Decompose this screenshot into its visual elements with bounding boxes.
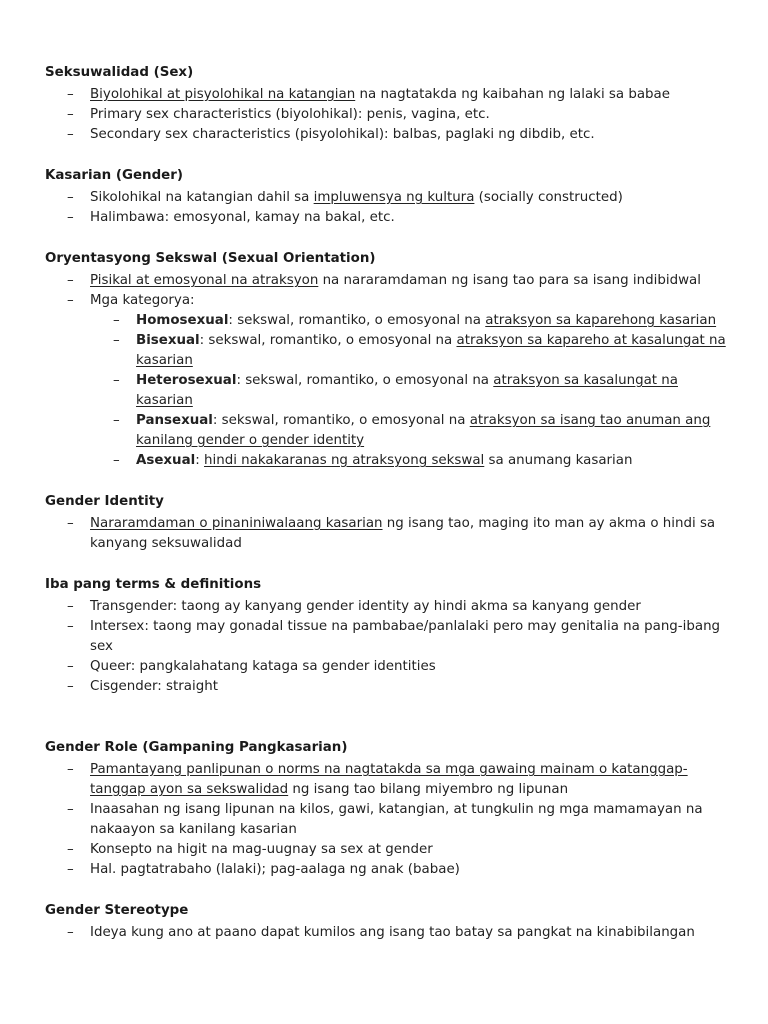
section-gender <box>45 164 735 228</box>
list-item: – Secondary sex characteristics (pisyolohikal): balbas, paglaki ng dibdib, etc. <box>45 125 735 145</box>
underlined-term: impluwensya ng kultura <box>313 190 475 205</box>
underlined-term: Biyolohikal at pisyolohikal na katangian <box>90 87 356 102</box>
section-title: Seksuwalidad (Sex) <box>45 65 194 80</box>
term-bold: Bisexual <box>136 333 200 348</box>
list-item: – Primary sex characteristics (biyolohikal): penis, vagina, etc. <box>45 105 735 125</box>
section-other-terms <box>45 573 735 697</box>
list-item <box>45 514 735 554</box>
item-text: ng isang tao, maging ito man ay akma o hindi sa kanyang seksuwalidad <box>90 516 716 551</box>
section-sex <box>45 61 735 145</box>
item-text: na nararamdaman ng isang tao para sa isang indibidwal <box>318 273 701 288</box>
item-text: sa anumang kasarian <box>484 453 633 468</box>
sub-item-heterosexual <box>45 371 735 411</box>
section-title: Gender Identity <box>45 494 164 509</box>
section-sexual-orientation <box>45 247 735 471</box>
list-item: – Hal. pagtatrabaho (lalaki); pag-aalaga ng anak (babae) <box>45 860 735 880</box>
term-bold: Homosexual <box>136 313 229 328</box>
list-item: – Konsepto na higit na mag-uugnay sa sex at gender <box>45 840 735 860</box>
document-page <box>45 61 735 943</box>
term-bold: Asexual <box>136 453 196 468</box>
section-title: Kasarian (Gender) <box>45 168 183 183</box>
sub-item-asexual <box>45 451 735 471</box>
list-item: – Ideya kung ano at paano dapat kumilos ang isang tao batay sa pangkat na kinabibilangan <box>45 923 735 943</box>
item-text: na nagtatakda ng kaibahan ng lalaki sa babae <box>355 87 671 102</box>
underlined-term: atraksyon sa kasalungat na kasarian <box>136 373 678 408</box>
sub-item-pansexual <box>45 411 735 451</box>
item-text: : sekswal, romantiko, o emosyonal na <box>236 373 494 388</box>
list-item: – Queer: pangkalahatang kataga sa gender identities <box>45 657 735 677</box>
section-title: Gender Stereotype <box>45 903 189 918</box>
sub-item-bisexual <box>45 331 735 371</box>
item-text: : sekswal, romantiko, o emosyonal na <box>199 333 457 348</box>
section-gender-stereotype <box>45 899 735 943</box>
list-item: – Cisgender: straight <box>45 677 735 697</box>
section-title: Gender Role (Gampaning Pangkasarian) <box>45 740 348 755</box>
list-item <box>45 188 735 208</box>
section-title: Iba pang terms & definitions <box>45 577 262 592</box>
list-item: – Intersex: taong may gonadal tissue na pambabae/panlalaki pero may genitalia na pang-ibang sex <box>45 617 735 657</box>
list-item: – Halimbawa: emosyonal, kamay na bakal, etc. <box>45 208 735 228</box>
underlined-term: Pisikal at emosyonal na atraksyon <box>90 273 319 288</box>
sub-item-homosexual <box>45 311 735 331</box>
underlined-term: atraksyon sa kaparehong kasarian <box>485 313 717 328</box>
item-text: (socially constructed) <box>474 190 623 205</box>
section-gender-identity <box>45 490 735 554</box>
underlined-term: Pamantayang panlipunan o norms na nagtatakda sa mga gawaing mainam o katanggap-tanggap ayon sa sekswalidad <box>90 762 688 797</box>
section-gender-role <box>45 736 735 880</box>
term-bold: Heterosexual <box>136 373 237 388</box>
item-text: : sekswal, romantiko, o emosyonal na <box>228 313 486 328</box>
item-text: Sikolohikal na katangian dahil sa <box>90 190 314 205</box>
list-item: – Transgender: taong ay kanyang gender identity ay hindi akma sa kanyang gender <box>45 597 735 617</box>
underlined-term: Nararamdaman o pinaniniwalaang kasarian <box>90 516 383 531</box>
item-text: : <box>195 453 204 468</box>
section-title: Oryentasyong Sekswal (Sexual Orientation) <box>45 251 376 266</box>
list-item: – Inaasahan ng isang lipunan na kilos, gawi, katangian, at tungkulin ng mga mamamayan na nakaayon sa kanilang kasarian <box>45 800 735 840</box>
list-item <box>45 85 735 105</box>
underlined-term: hindi nakakaranas ng atraksyong sekswal <box>204 453 485 468</box>
underlined-term: atraksyon sa isang tao anuman ang kanilang gender o gender identity <box>136 413 711 448</box>
list-item <box>45 760 735 800</box>
item-text: : sekswal, romantiko, o emosyonal na <box>212 413 470 428</box>
list-item <box>45 271 735 291</box>
term-bold: Pansexual <box>136 413 213 428</box>
list-item: – Mga kategorya: <box>45 291 735 311</box>
item-text: ng isang tao bilang miyembro ng lipunan <box>288 782 569 797</box>
underlined-term: atraksyon sa kapareho at kasalungat na kasarian <box>136 333 726 368</box>
